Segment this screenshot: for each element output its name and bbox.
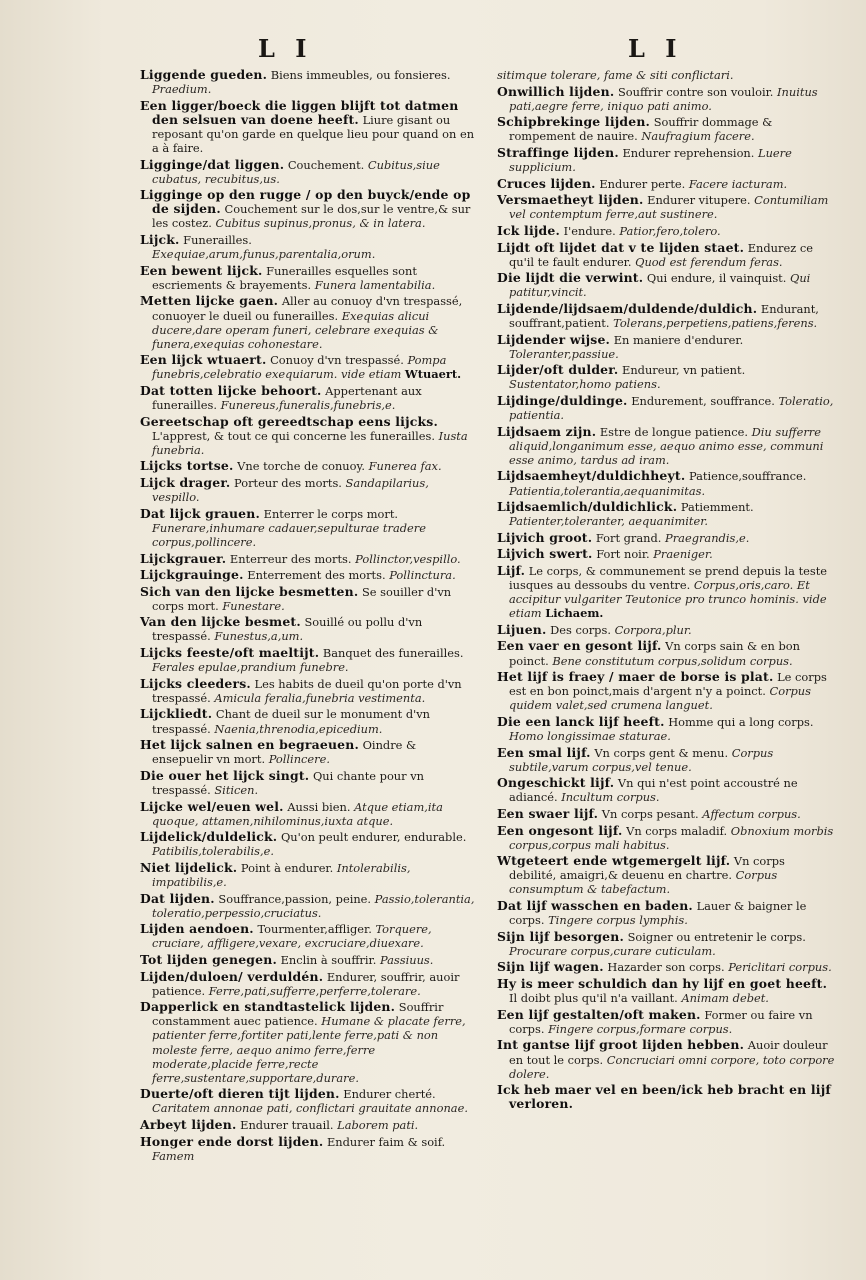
headword: Die een lanck lijf heeft. bbox=[497, 713, 665, 729]
latin-equivalent: Corpora,plur. bbox=[614, 622, 692, 637]
french-definition: Homme qui a long corps. bbox=[668, 714, 814, 729]
french-definition: Endurer cherté. bbox=[343, 1087, 436, 1102]
latin-equivalent: Obnoxium morbis corpus,corpus mali habitus. bbox=[509, 823, 834, 852]
headword: Ligginge/dat liggen. bbox=[140, 156, 285, 172]
latin-equivalent: Affectum corpus. bbox=[702, 807, 801, 821]
french-definition: I'endure. bbox=[563, 223, 616, 238]
french-definition: Funerailles esquelles sont escriements & brayements. bbox=[152, 263, 417, 292]
dictionary-entry bbox=[497, 425, 835, 467]
latin-equivalent: Facere iacturam. bbox=[688, 176, 788, 191]
headword: Lijdt oft lijdet dat v te lijden staet. bbox=[497, 239, 745, 255]
headword: Sijn lijf besorgen. bbox=[497, 928, 624, 944]
headword: Dat totten lijcke behoort. bbox=[140, 382, 322, 398]
headword: Wtgeteert ende wtgemergelt lijf. bbox=[497, 853, 731, 869]
french-definition: Souffrir dommage & rompement de nauire. bbox=[509, 115, 773, 144]
latin-equivalent: Corpus consumptum & tabefactum. bbox=[509, 868, 778, 897]
french-definition: Souffrance,passion, peine. bbox=[218, 891, 372, 906]
latin-equivalent: Exequias alicui ducere,dare operam funeri, celebrare exequias & funera,exequias cohonestare. bbox=[152, 308, 439, 351]
french-definition: Souffrir contre son vouloir. bbox=[617, 84, 774, 99]
dictionary-entry bbox=[140, 830, 476, 858]
dictionary-entry bbox=[497, 899, 835, 927]
latin-equivalent: Funestus,a,um. bbox=[214, 629, 304, 644]
latin-equivalent: Funera lamentabilia. bbox=[314, 277, 436, 292]
latin-equivalent: Passiuus. bbox=[379, 952, 434, 967]
headword: Metten lijcke gaen. bbox=[140, 293, 279, 309]
headword: Het lijck salnen en begraeuen. bbox=[140, 737, 359, 753]
dictionary-entry bbox=[497, 715, 835, 743]
french-definition: Vne torche de conuoy. bbox=[237, 459, 366, 474]
french-definition: Endurer, souffrir, auoir patience. bbox=[152, 969, 460, 998]
latin-equivalent: Corpus quidem valet,sed crumena languet. bbox=[509, 684, 811, 713]
french-definition: Vn corps gent & menu. bbox=[594, 745, 729, 760]
dictionary-entry bbox=[497, 824, 835, 852]
french-definition: Le corps est en bon poinct,mais d'argent n'y a poinct. bbox=[509, 670, 827, 699]
headword: Sich van den lijcke besmetten. bbox=[140, 583, 359, 599]
latin-equivalent: Quod est ferendum feras. bbox=[635, 254, 783, 269]
dictionary-entry bbox=[497, 193, 835, 221]
french-definition: Chant de dueil sur le monument d'vn trespassé. bbox=[152, 707, 431, 736]
french-definition: Enterreur des morts. bbox=[229, 551, 352, 566]
dictionary-entry bbox=[140, 892, 476, 920]
headword: Een lijck wtuaert. bbox=[140, 352, 267, 368]
french-definition: Endurer perte. bbox=[599, 176, 686, 191]
latin-equivalent: sitimque tolerare, fame & siti conflictari. bbox=[497, 68, 734, 82]
latin-equivalent: Patienter,toleranter, aequanimiter. bbox=[509, 514, 709, 529]
headword: Een ongesont lijf. bbox=[497, 822, 623, 838]
headword: Van den lijcke besmet. bbox=[140, 614, 301, 630]
latin-equivalent: Famem bbox=[152, 1148, 195, 1163]
french-definition: Patiemment. bbox=[680, 500, 754, 515]
french-definition: Qui endure, il vainquist. bbox=[646, 271, 787, 286]
latin-equivalent: Patior,fero,tolero. bbox=[619, 223, 721, 238]
french-definition: Estre de longue patience. bbox=[599, 424, 749, 439]
dictionary-entry bbox=[140, 953, 476, 967]
french-definition: Endurer trauail. bbox=[240, 1117, 334, 1132]
dictionary-entry bbox=[140, 552, 476, 566]
dictionary-entry bbox=[497, 639, 835, 667]
latin-equivalent: Contumiliam vel contemptum ferre,aut sustinere. bbox=[509, 193, 829, 222]
french-definition: Porteur des morts. bbox=[234, 476, 342, 491]
latin-equivalent: Homo longissimae staturae. bbox=[509, 729, 671, 744]
headword: Die ouer het lijck singt. bbox=[140, 767, 310, 783]
headword: Onwillich lijden. bbox=[497, 83, 615, 99]
dictionary-entry bbox=[497, 854, 835, 896]
latin-equivalent: Ferre,pati,sufferre,perferre,tolerare. bbox=[208, 983, 421, 998]
headword: Lijdinge/duldinge. bbox=[497, 392, 628, 408]
french-definition: Hazarder son corps. bbox=[607, 960, 725, 975]
headword: Lijdsaem zijn. bbox=[497, 423, 597, 439]
latin-equivalent: Pompa funebris,celebratio exequiarum. vide etiam bbox=[152, 353, 447, 382]
dictionary-entry bbox=[497, 776, 835, 804]
headword: Lijden aendoen. bbox=[140, 921, 254, 937]
headword: Int gantse lijf groot lijden hebben. bbox=[497, 1037, 745, 1053]
headword: Lijck drager. bbox=[140, 475, 231, 491]
dictionary-entry bbox=[140, 769, 476, 797]
latin-equivalent: Exequiae,arum,funus,parentalia,orum. bbox=[152, 247, 376, 262]
dictionary-entry bbox=[497, 531, 835, 545]
headword: Duerte/oft dieren tijt lijden. bbox=[140, 1086, 340, 1102]
latin-equivalent: Funerea fax. bbox=[368, 459, 442, 474]
headword: Honger ende dorst lijden. bbox=[140, 1133, 324, 1149]
latin-equivalent: Corpus subtile,varum corpus,vel tenue. bbox=[509, 745, 774, 774]
dictionary-entry bbox=[140, 738, 476, 766]
dictionary-entry bbox=[497, 807, 835, 821]
french-definition: Souffrir constamment auec patience. bbox=[152, 1000, 444, 1029]
latin-equivalent: Pollinctura. bbox=[389, 568, 456, 583]
latin-equivalent: Toleranter,passiue. bbox=[509, 346, 619, 361]
dictionary-entry bbox=[497, 564, 835, 620]
french-definition: Patience,souffrance. bbox=[688, 469, 807, 484]
headword: Ick heb maer vel en been/ick heb bracht en lijf verloren. bbox=[497, 1082, 831, 1112]
dictionary-entry bbox=[140, 1087, 476, 1115]
cross-reference: Lichaem. bbox=[545, 606, 604, 621]
headword: Lijckliedt. bbox=[140, 706, 213, 722]
dictionary-entry bbox=[140, 507, 476, 549]
dictionary-entry bbox=[497, 469, 835, 497]
french-definition: Se souiller d'vn corps mort. bbox=[152, 584, 452, 613]
headword: Een vaer en gesont lijf. bbox=[497, 638, 662, 654]
dictionary-entry bbox=[140, 459, 476, 473]
dictionary-entry bbox=[140, 188, 476, 230]
dictionary-entry bbox=[140, 1000, 476, 1085]
headword: Niet lijdelick. bbox=[140, 859, 238, 875]
french-definition: Funerailles. bbox=[183, 233, 252, 248]
latin-equivalent: Periclitari corpus. bbox=[728, 960, 832, 975]
headword: Dapperlick en standtastelick lijden. bbox=[140, 999, 396, 1015]
headword: Straffinge lijden. bbox=[497, 144, 619, 160]
french-definition: Vn qui n'est point accoustré ne adiancé. bbox=[509, 776, 798, 805]
latin-equivalent: Intolerabilis, impatibilis,e. bbox=[152, 860, 411, 889]
headword: Schipbrekinge lijden. bbox=[497, 114, 651, 130]
dictionary-entry bbox=[140, 294, 476, 350]
latin-equivalent: Praegrandis,e. bbox=[665, 530, 750, 545]
french-definition: Endureur, vn patient. bbox=[622, 363, 746, 378]
dictionary-entry bbox=[140, 158, 476, 186]
french-definition: Enterrer le corps mort. bbox=[263, 506, 399, 521]
headword: Ick lijde. bbox=[497, 222, 560, 238]
cross-reference: Wtuaert. bbox=[404, 367, 462, 382]
headword: Cruces lijden. bbox=[497, 175, 596, 191]
latin-equivalent: Luere supplicium. bbox=[509, 145, 792, 175]
dictionary-entry bbox=[140, 233, 476, 261]
latin-equivalent: Corpus,oris,caro. Et accipitur vulgariter Teutonice pro trunco hominis. vide etiam bbox=[509, 578, 827, 621]
dictionary-entry bbox=[497, 1083, 835, 1111]
dictionary-entry bbox=[140, 568, 476, 582]
latin-equivalent: Incultum corpus. bbox=[561, 790, 660, 805]
dictionary-entry bbox=[497, 977, 835, 1005]
french-definition: Qui chante pour vn trespassé. bbox=[152, 768, 424, 797]
dictionary-entry bbox=[497, 115, 835, 143]
french-definition: Enclin à souffrir. bbox=[280, 952, 377, 967]
dictionary-entry bbox=[497, 302, 835, 330]
headword: Lijcke wel/euen wel. bbox=[140, 798, 284, 814]
dictionary-entry bbox=[497, 85, 835, 113]
latin-equivalent: Tingere corpus lymphis. bbox=[548, 913, 688, 928]
french-definition: Endurement, souffrance. bbox=[631, 393, 775, 408]
dictionary-entry bbox=[140, 646, 476, 674]
headword: Hy is meer schuldich dan hy lijf en goet heeft. bbox=[497, 976, 828, 992]
right-column-header: L I bbox=[628, 34, 683, 63]
dictionary-entry bbox=[497, 500, 835, 528]
headword: Lijckgrauer. bbox=[140, 550, 227, 566]
headword: Liggende gueden. bbox=[140, 67, 268, 82]
headword: Lijder/oft dulder. bbox=[497, 362, 619, 378]
french-definition: Fort grand. bbox=[595, 530, 662, 545]
dictionary-entry bbox=[497, 68, 835, 82]
dictionary-entry bbox=[497, 670, 835, 712]
latin-equivalent: Naufragium facere. bbox=[641, 129, 755, 144]
headword: Versmaetheyt lijden. bbox=[497, 192, 644, 208]
latin-equivalent: Sustentator,homo patiens. bbox=[509, 377, 661, 392]
latin-equivalent: Funerare,inhumare cadauer,sepulturae tradere corpus,pollincere. bbox=[152, 520, 426, 549]
french-definition: Qu'on peult endurer, endurable. bbox=[280, 830, 467, 845]
headword: Ligginge op den rugge / op den buyck/ende op de sijden. bbox=[140, 187, 471, 217]
dictionary-entry bbox=[497, 333, 835, 361]
latin-equivalent: Inuitus pati,aegre ferre, iniquo pati animo. bbox=[509, 84, 818, 113]
french-definition: Biens immeubles, ou fonsieres. bbox=[270, 68, 451, 82]
left-column bbox=[140, 68, 476, 1165]
dictionary-entry bbox=[140, 800, 476, 828]
latin-equivalent: Iusta funebria. bbox=[152, 428, 468, 457]
french-definition: Vn corps debilité, amaigri,& deuenu en chartre. bbox=[509, 854, 785, 883]
dictionary-entry bbox=[140, 861, 476, 889]
headword: Tot lijden genegen. bbox=[140, 951, 277, 967]
headword: Lijck. bbox=[140, 232, 180, 248]
french-definition: Aussi bien. bbox=[287, 799, 351, 814]
latin-equivalent: Siticen. bbox=[214, 782, 259, 797]
dictionary-entry bbox=[497, 394, 835, 422]
headword: Lijdsaemheyt/duldichheyt. bbox=[497, 468, 686, 484]
headword: Dat lijf wasschen en baden. bbox=[497, 898, 693, 914]
headword: Een smal lijf. bbox=[497, 744, 591, 760]
latin-equivalent: Qui patitur,vincit. bbox=[509, 271, 811, 300]
dictionary-entry bbox=[140, 264, 476, 292]
french-definition: Appertenant aux funerailles. bbox=[152, 383, 422, 413]
latin-equivalent: Cubitus,siue cubatus, recubitus,us. bbox=[152, 157, 440, 186]
dictionary-entry bbox=[497, 241, 835, 269]
french-definition: Il doibt plus qu'il n'a vaillant. bbox=[509, 991, 678, 1006]
latin-equivalent: Toleratio, patientia. bbox=[509, 393, 834, 423]
dictionary-entry bbox=[140, 615, 476, 643]
right-column bbox=[497, 68, 835, 1114]
dictionary-entry bbox=[140, 970, 476, 998]
french-definition: Vn corps maladif. bbox=[626, 823, 728, 838]
left-column-header: L I bbox=[258, 34, 313, 63]
headword: Die lijdt die verwint. bbox=[497, 270, 644, 286]
french-definition: Aller au conuoy d'vn trespassé, conuoyer le dueil ou funerailles. bbox=[152, 294, 463, 323]
latin-equivalent: Amicula feralia,funebria vestimenta. bbox=[214, 690, 426, 705]
french-definition: Endurer vitupere. bbox=[647, 193, 751, 208]
french-definition: Banquet des funerailles. bbox=[322, 646, 464, 661]
french-definition: Conuoy d'vn trespassé. bbox=[270, 353, 404, 368]
dictionary-entry bbox=[497, 746, 835, 774]
french-definition: Endurer faim & soif. bbox=[326, 1134, 446, 1149]
french-definition: Couchement sur le dos,sur le ventre,& sur les costez. bbox=[152, 202, 471, 231]
french-definition: Auoir douleur en tout le corps. bbox=[509, 1038, 828, 1067]
headword: Het lijf is fraey / maer de borse is plat. bbox=[497, 669, 774, 685]
dictionary-entry bbox=[140, 585, 476, 613]
headword: Ongeschickt lijf. bbox=[497, 775, 615, 791]
latin-equivalent: Patibilis,tolerabilis,e. bbox=[152, 844, 274, 859]
latin-equivalent: Praedium. bbox=[152, 82, 212, 97]
latin-equivalent: Procurare corpus,curare cuticulam. bbox=[509, 943, 716, 958]
latin-equivalent: Naenia,threnodia,epicedium. bbox=[214, 721, 383, 736]
latin-equivalent: Praeniger. bbox=[653, 547, 713, 562]
dictionary-entry bbox=[140, 384, 476, 412]
french-definition: L'apprest, & tout ce qui concerne les funerailles. bbox=[152, 428, 435, 443]
dictionary-entry bbox=[140, 707, 476, 735]
dictionary-entry bbox=[140, 99, 476, 155]
dictionary-entry bbox=[497, 930, 835, 958]
latin-equivalent: Ferales epulae,prandium funebre. bbox=[152, 660, 349, 675]
headword: Lijdsaemlich/duldichlick. bbox=[497, 499, 678, 515]
french-definition: Lauer & baigner le corps. bbox=[509, 899, 807, 928]
french-definition: Fort noir. bbox=[596, 547, 650, 562]
latin-equivalent: Animam debet. bbox=[681, 991, 769, 1006]
dictionary-entry bbox=[497, 623, 835, 637]
dictionary-entry bbox=[497, 547, 835, 561]
headword: Lijvich swert. bbox=[497, 546, 593, 562]
dictionary-entry bbox=[497, 1038, 835, 1080]
headword: Dat lijden. bbox=[140, 890, 215, 906]
headword: Een swaer lijf. bbox=[497, 806, 599, 821]
headword: Een bewent lijck. bbox=[140, 262, 263, 278]
french-definition: Vn corps pesant. bbox=[601, 807, 699, 821]
headword: Lijuen. bbox=[497, 621, 547, 637]
french-definition: Endurez ce qu'il te fault endurer. bbox=[509, 240, 813, 269]
dictionary-entry bbox=[140, 677, 476, 705]
latin-equivalent: Laborem pati. bbox=[337, 1117, 419, 1132]
dictionary-entry bbox=[497, 146, 835, 174]
french-definition: Oindre & ensepuelir vn mort. bbox=[152, 738, 417, 767]
headword: Een ligger/boeck die liggen blijft tot datmen den selsuen van doene heeft. bbox=[140, 97, 459, 127]
latin-equivalent: Bene constitutum corpus,solidum corpus. bbox=[552, 653, 793, 668]
headword: Lijden/duloen/ verduldén. bbox=[140, 968, 324, 984]
dictionary-entry bbox=[140, 353, 476, 381]
french-definition: Liure gisant ou reposant qu'on garde en quelque lieu pour quand on en a à faire. bbox=[152, 112, 475, 155]
latin-equivalent: Fingere corpus,formare corpus. bbox=[548, 1021, 733, 1036]
headword: Gereetschap oft gereedtschap eens lijcks. bbox=[140, 413, 438, 429]
french-definition: Former ou faire vn corps. bbox=[509, 1007, 813, 1036]
latin-equivalent: Torquere, cruciare, affligere,vexare, excruciare,diuexare. bbox=[152, 922, 432, 951]
dictionary-entry bbox=[497, 960, 835, 974]
latin-equivalent: Caritatem annonae pati, conflictari grauitate annonae. bbox=[152, 1101, 468, 1116]
latin-equivalent: Patientia,tolerantia,aequanimitas. bbox=[509, 483, 706, 498]
french-definition: Endurant, souffrant,patient. bbox=[509, 301, 819, 330]
french-definition: Enterrement des morts. bbox=[247, 568, 386, 583]
dictionary-entry bbox=[140, 68, 476, 96]
latin-equivalent: Pollincere. bbox=[268, 752, 330, 767]
dictionary-entry bbox=[140, 1118, 476, 1132]
dictionary-entry bbox=[497, 224, 835, 238]
latin-equivalent: Passio,tolerantia, toleratio,perpessio,cruciatus. bbox=[152, 891, 475, 920]
latin-equivalent: Funereus,funeralis,funebris,e. bbox=[220, 398, 396, 413]
latin-equivalent: Cubitus supinus,pronus, & in latera. bbox=[215, 216, 426, 231]
dictionary-entry bbox=[140, 1135, 476, 1163]
headword: Lijvich groot. bbox=[497, 529, 593, 545]
french-definition: Endurer reprehension. bbox=[622, 145, 755, 160]
latin-equivalent: Tolerans,perpetiens,patiens,ferens. bbox=[613, 316, 818, 330]
latin-equivalent: Diu sufferre aliquid,longanimum esse, aequo animo esse, communi esse animo, tardus ad iram. bbox=[509, 424, 824, 467]
french-definition: Les habits de dueil qu'on porte d'vn trespassé. bbox=[152, 676, 462, 705]
headword: Sijn lijf wagen. bbox=[497, 959, 604, 975]
french-definition: Vn corps sain & en bon poinct. bbox=[509, 639, 800, 668]
headword: Lijdende/lijdsaem/duldende/duldich. bbox=[497, 300, 758, 316]
headword: Lijcks feeste/oft maeltijt. bbox=[140, 645, 320, 661]
dictionary-entry bbox=[497, 271, 835, 299]
french-definition: Soigner ou entretenir le corps. bbox=[627, 929, 806, 944]
headword: Dat lijck grauen. bbox=[140, 505, 260, 521]
headword: Lijcks cleeders. bbox=[140, 675, 251, 691]
headword: Lijckgrauinge. bbox=[140, 567, 244, 583]
french-definition: Des corps. bbox=[550, 622, 611, 637]
dictionary-entry bbox=[497, 1008, 835, 1036]
headword: Lijcks tortse. bbox=[140, 458, 234, 474]
headword: Arbeyt lijden. bbox=[140, 1116, 237, 1132]
dictionary-entry bbox=[497, 177, 835, 191]
latin-equivalent: Pollinctor,vespillo. bbox=[355, 551, 461, 566]
french-definition: En maniere d'endurer. bbox=[613, 332, 744, 347]
french-definition: Le corps, & communement se prend depuis la teste iusques au dessoubs du ventre. bbox=[509, 564, 828, 593]
latin-equivalent: Humane & placate ferre, patienter ferre,fortiter pati,lente ferre,pati & non moleste ferre, aequo animo ferre,ferre moderate,placide ferre,recte ferre,sustentare,supportare,durare. bbox=[152, 1014, 466, 1085]
french-definition: Tourmenter,affliger. bbox=[257, 922, 372, 937]
headword: Lijdelick/duldelick. bbox=[140, 829, 278, 845]
french-definition: Couchement. bbox=[287, 157, 365, 172]
headword: Een lijf gestalten/oft maken. bbox=[497, 1006, 701, 1022]
latin-equivalent: Funestare. bbox=[222, 598, 285, 613]
latin-equivalent: Atque etiam,ita quoque, attamen,nihilominus,iuxta atque. bbox=[152, 799, 443, 828]
dictionary-entry bbox=[497, 363, 835, 391]
headword: Lijf. bbox=[497, 563, 526, 578]
dictionary-entry bbox=[140, 476, 476, 504]
french-definition: Point à endurer. bbox=[240, 860, 334, 875]
latin-equivalent: Concruciari omni corpore, toto corpore dolere. bbox=[509, 1052, 835, 1081]
dictionary-entry bbox=[140, 415, 476, 457]
french-definition: Souillé ou pollu d'vn trespassé. bbox=[152, 615, 423, 644]
headword: Lijdender wijse. bbox=[497, 331, 611, 347]
dictionary-entry bbox=[140, 922, 476, 950]
latin-equivalent: Sandapilarius, vespillo. bbox=[152, 476, 429, 505]
